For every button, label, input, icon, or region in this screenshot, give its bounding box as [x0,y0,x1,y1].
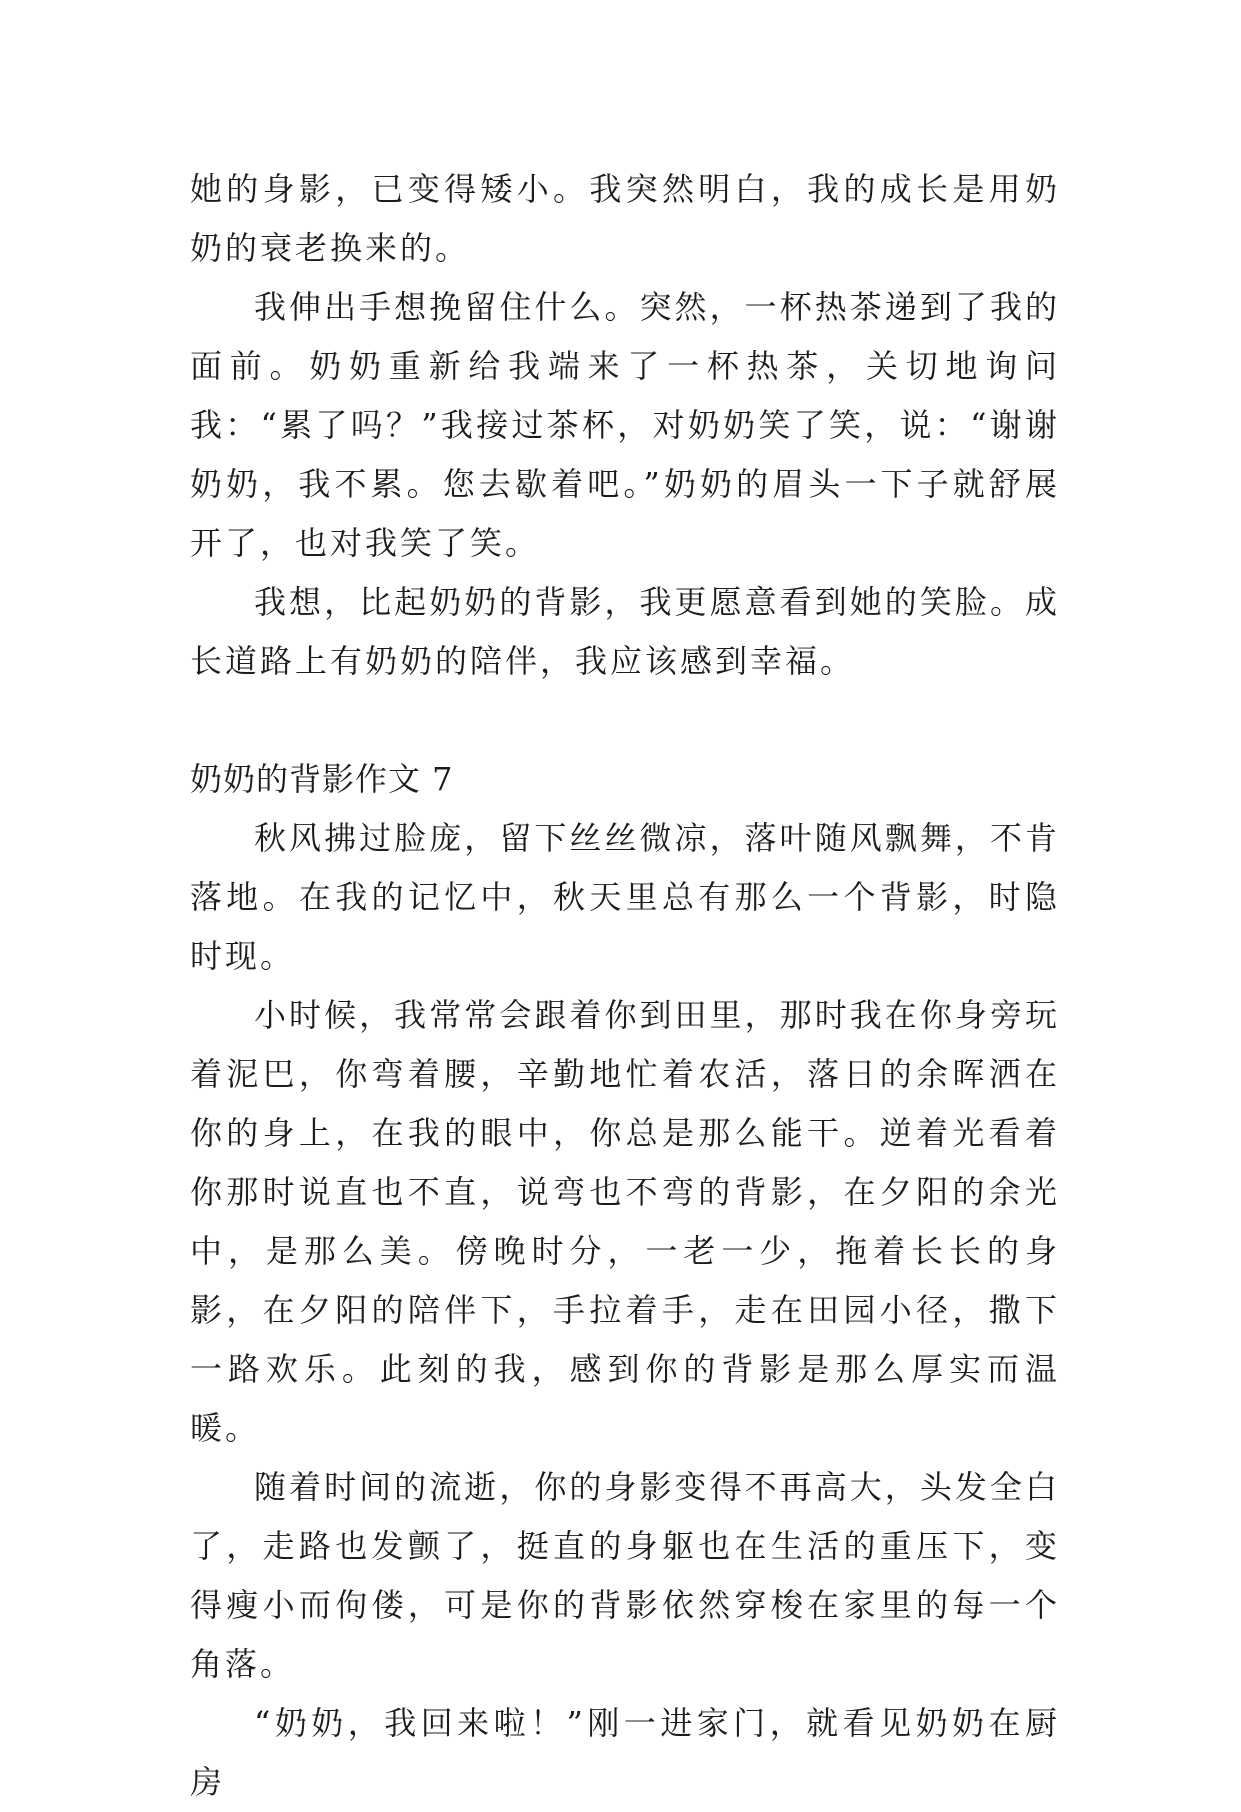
essay-title: 奶奶的背影作文 7 [190,760,454,798]
paragraph-autumn-wind: 秋风拂过脸庞，留下丝丝微凉，落叶随风飘舞，不肯落地。在我的记忆中，秋天里总有那么一个背影，时隐时现。 [190,819,1060,975]
paragraph-childhood: 小时候，我常常会跟着你到田里，那时我在你身旁玩着泥巴，你弯着腰，辛勤地忙着农活，落日的余晖洒在你的身上，在我的眼中，你总是那么能干。逆着光看着你那时说直也不直，说弯也不弯的背影，在夕阳的余光中，是那么美。傍晚时分，一老一少，拖着长长的身影，在夕阳的陪伴下，手拉着手，走在田园小径，撒下一路欢乐。此刻的我，感到你的背影是那么厚实而温暖。 [190,996,1060,1447]
paragraph-continuation: 她的身影，已变得矮小。我突然明白，我的成长是用奶奶的衰老换来的。 [190,170,1060,267]
paragraph-time-passing: 随着时间的流逝，你的身影变得不再高大，头发全白了，走路也发颤了，挺直的身躯也在生活的重压下，变得瘦小而佝偻，可是你的背影依然穿梭在家里的每一个角落。 [190,1468,1060,1683]
paragraph-smile: 我想，比起奶奶的背影，我更愿意看到她的笑脸。成长道路上有奶奶的陪伴，我应该感到幸福。 [190,583,1060,680]
section-spacer [190,691,1060,750]
paragraph-tea: 我伸出手想挽留住什么。突然，一杯热茶递到了我的面前。奶奶重新给我端来了一杯热茶，关切地询问我：“累了吗？”我接过茶杯，对奶奶笑了笑，说：“谢谢奶奶，我不累。您去歇着吧。”奶奶的眉头一下子就舒展开了，也对我笑了笑。 [190,288,1060,562]
paragraph-coming-home: “奶奶，我回来啦！”刚一进家门，就看见奶奶在厨房 [190,1704,1060,1801]
document-body [190,160,1060,1812]
